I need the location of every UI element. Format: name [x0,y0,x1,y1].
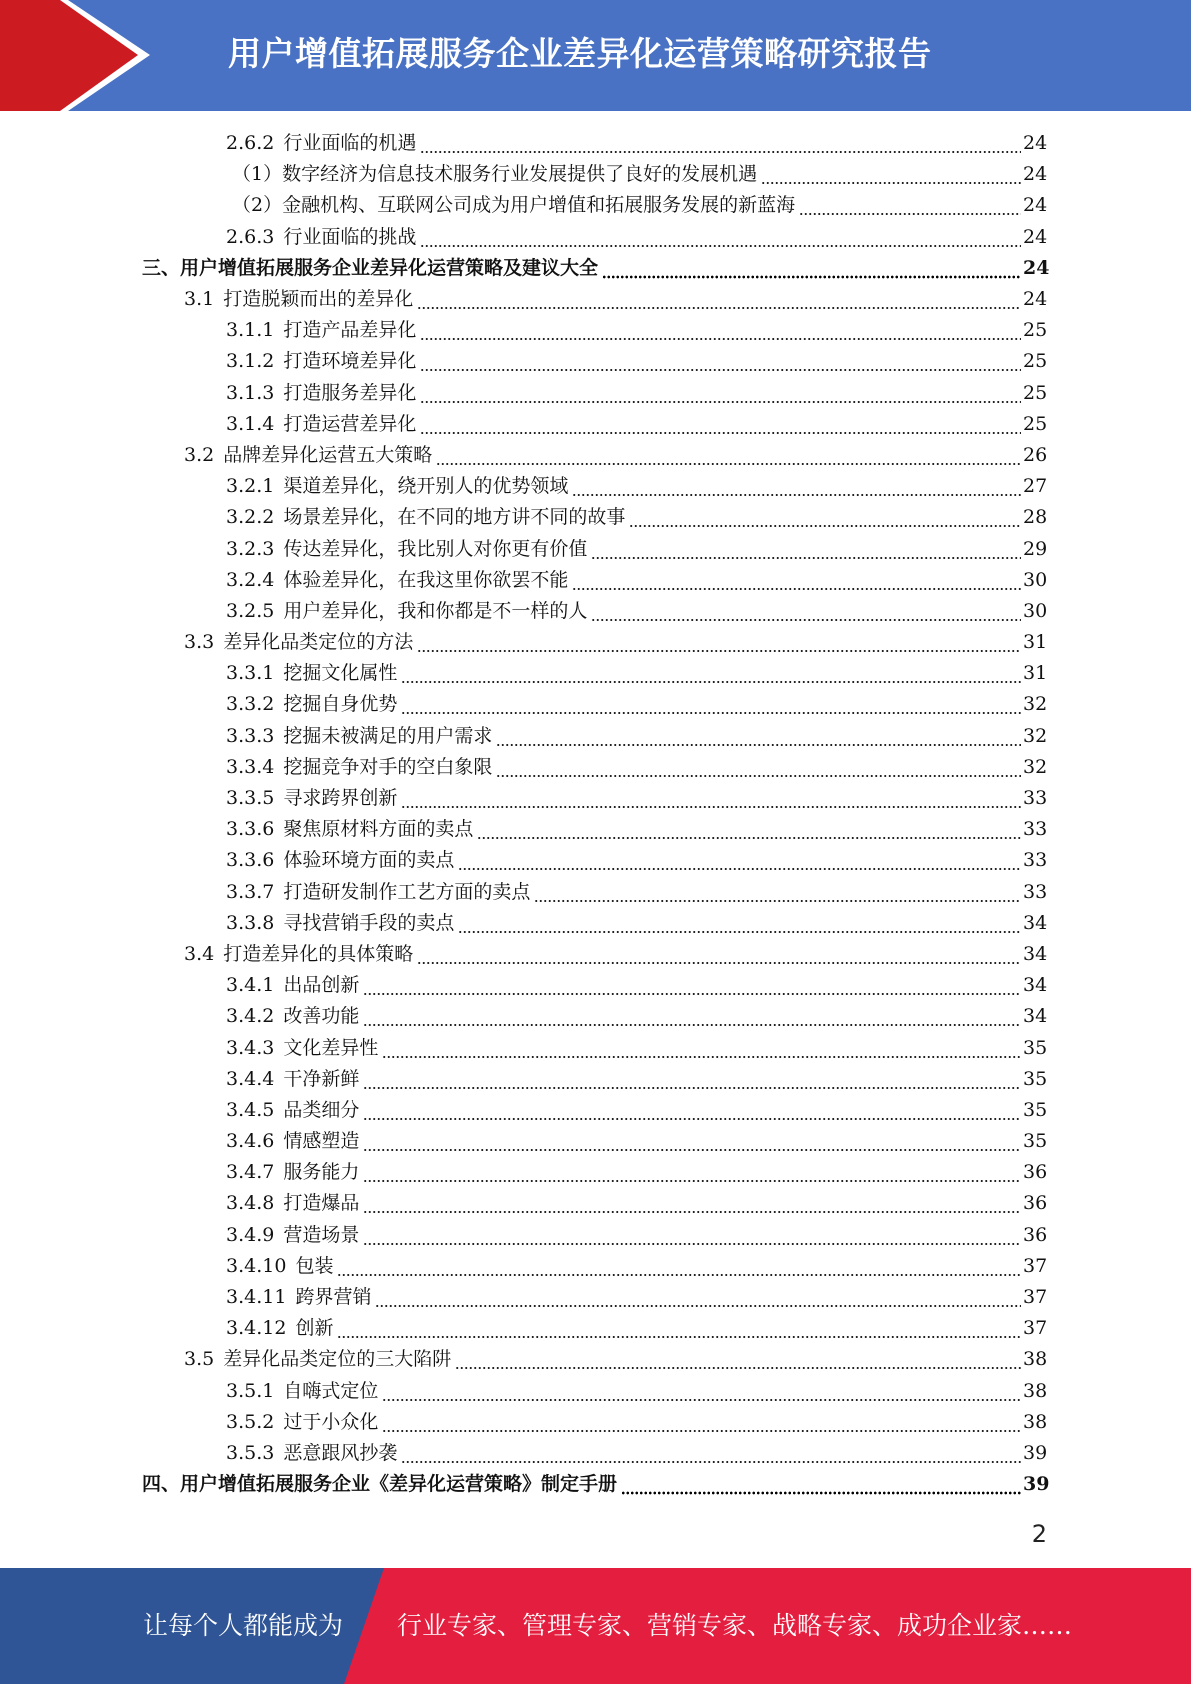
toc-entry-number: 3.1.3 [226,381,275,404]
toc-dot-leader [455,1344,1021,1375]
toc-entry-page: 29 [1023,537,1048,560]
toc-dot-leader [363,1220,1021,1251]
toc-entry-number: 3.4.5 [226,1098,275,1121]
toc-entry-title: 打造爆品 [283,1192,360,1215]
toc-subsection-entry[interactable] [0,1376,1191,1407]
toc-entry-heading [226,689,397,720]
toc-dot-leader [417,627,1021,658]
toc-entry-number: 2.6.3 [226,225,275,248]
toc-entry-heading [226,877,530,908]
toc-entry-number: 3.4.1 [226,974,275,997]
toc-dot-leader [375,1282,1021,1313]
toc-entry-number: 3.4.3 [226,1036,275,1059]
page-number: 2 [1031,1520,1047,1548]
toc-entry-title: 体验环境方面的卖点 [283,849,455,872]
toc-entry-heading [226,378,416,409]
toc-entry-heading [226,502,625,533]
toc-subsection-entry[interactable] [0,596,1191,627]
toc-dot-leader [496,721,1021,752]
toc-entry-heading [226,1407,378,1438]
toc-entry-number: 3.4.12 [226,1317,287,1340]
toc-entry-page: 32 [1023,755,1048,778]
toc-dot-leader [401,689,1021,720]
toc-entry-number: 3.3.7 [226,880,275,903]
toc-entry-number: 3.1.1 [226,319,275,342]
toc-subsection-entry[interactable] [0,222,1191,253]
toc-entry-title: 聚焦原材料方面的卖点 [283,818,474,841]
toc-entry-heading [226,1282,371,1313]
toc-dot-leader [401,783,1021,814]
toc-entry-heading [226,1220,359,1251]
toc-subsection-entry[interactable] [0,1438,1191,1469]
toc-dot-leader [363,1095,1021,1126]
toc-entry-title: 情感塑造 [283,1130,360,1153]
toc-entry-title: 差异化品类定位的三大陷阱 [223,1348,452,1371]
toc-subsection-entry[interactable] [0,502,1191,533]
toc-entry-number: 3.4.7 [226,1161,275,1184]
toc-entry-page: 37 [1023,1286,1048,1309]
toc-dot-leader [436,440,1021,471]
toc-entry-heading [226,346,416,377]
toc-entry-page: 34 [1023,942,1048,965]
toc-entry-page: 34 [1023,974,1048,997]
toc-subsection-entry[interactable] [0,1282,1191,1313]
toc-entry-number: 3.1.2 [226,350,275,373]
toc-entry-title: 打造服务差异化 [283,381,417,404]
toc-entry-heading [226,128,416,159]
toc-entry-page: 27 [1023,475,1048,498]
toc-subsection-entry[interactable] [0,533,1191,564]
toc-dot-leader [420,378,1021,409]
toc-entry-number: 3.3.4 [226,755,275,778]
toc-subsection-entry[interactable] [0,970,1191,1001]
toc-entry-title: 寻求跨界创新 [283,787,398,810]
toc-entry-page: 38 [1023,1379,1048,1402]
red-chevron-decoration [0,0,150,111]
toc-entry-number: 3.1.4 [226,412,275,435]
header-banner [0,0,1191,111]
toc-subsection-entry[interactable] [0,814,1191,845]
toc-subsection-entry[interactable] [0,845,1191,876]
toc-entry-heading [226,315,416,346]
toc-entry-number: 3.4.8 [226,1192,275,1215]
toc-entry-page: 34 [1023,1005,1048,1028]
toc-subsection-entry[interactable] [0,1032,1191,1063]
toc-dot-leader [337,1251,1021,1282]
toc-section-entry[interactable] [0,627,1191,658]
toc-dot-leader [799,190,1021,221]
toc-entry-number: 3.4 [184,942,215,965]
toc-entry-number: 3.4.11 [226,1286,287,1309]
toc-entry-number: 3.3.5 [226,787,275,810]
toc-entry-title: 行业面临的机遇 [283,132,417,155]
toc-entry-page: 32 [1023,724,1048,747]
toc-entry-heading [226,1095,359,1126]
toc-dot-leader [420,409,1021,440]
toc-dot-leader [591,534,1021,565]
toc-dot-leader [572,471,1021,502]
toc-entry-page: 33 [1023,818,1048,841]
toc-entry-title: 打造脱颖而出的差异化 [223,288,414,311]
toc-subsection-entry[interactable] [0,1001,1191,1032]
toc-entry-title: （2）金融机构、互联网公司成为用户增值和拓展服务发展的新蓝海 [232,194,796,217]
toc-entry-title: 挖掘未被满足的用户需求 [283,724,493,747]
toc-entry-number: 3.5.1 [226,1379,275,1402]
toc-entry-number: 3.3.2 [226,693,275,716]
toc-dot-leader [629,502,1021,533]
toc-entry-number: 3.2.3 [226,537,275,560]
toc-entry-heading [226,1064,359,1095]
toc-entry-heading [226,970,359,1001]
toc-entry-page: 33 [1023,880,1048,903]
toc-entry-page: 24 [1023,256,1050,279]
toc-dot-leader [401,1438,1021,1469]
toc-entry-title: 过于小众化 [283,1410,379,1433]
toc-entry-page: 37 [1023,1254,1048,1277]
toc-chapter-entry[interactable] [0,1469,1191,1500]
toc-dot-leader [417,284,1021,315]
toc-entry-number: 3.4.9 [226,1223,275,1246]
toc-entry-heading [226,409,416,440]
toc-entry-title: 传达差异化，我比别人对你更有价值 [283,537,588,560]
toc-entry-page: 32 [1023,693,1048,716]
toc-entry-page: 24 [1023,288,1048,311]
toc-entry-number: 3.2.4 [226,568,275,591]
toc-entry-number: 3.4.6 [226,1130,275,1153]
toc-dot-leader [477,814,1021,845]
toc-subsection-entry[interactable] [0,1251,1191,1282]
toc-subsection-entry[interactable] [0,378,1191,409]
toc-subsection-entry[interactable] [0,128,1191,159]
toc-entry-page: 34 [1023,911,1048,934]
toc-entry-title: 用户差异化，我和你都是不一样的人 [283,599,588,622]
toc-dot-leader [761,159,1021,190]
toc-entry-page: 37 [1023,1317,1048,1340]
toc-entry-heading [184,284,413,315]
toc-entry-page: 38 [1023,1410,1048,1433]
toc-entry-heading [226,783,397,814]
toc-entry-page: 38 [1023,1348,1048,1371]
toc-entry-number: 3.4.4 [226,1067,275,1090]
toc-chapter-entry[interactable] [0,253,1191,284]
footer-banner [0,1568,1191,1684]
toc-entry-heading [226,1157,359,1188]
toc-entry-heading [226,471,568,502]
toc-entry-title: 跨界营销 [295,1286,372,1309]
toc-entry-heading [226,1001,359,1032]
footer-slogan-left: 让每个人都能成为 [143,1611,344,1640]
toc-entry-title: 服务能力 [283,1161,360,1184]
toc-entry-heading [226,565,568,596]
toc-entry-heading [226,222,416,253]
toc-entry-number: 3.3.1 [226,662,275,685]
toc-entry-heading [226,1251,333,1282]
table-of-contents [0,128,1191,1500]
toc-entry-title: 改善功能 [283,1005,360,1028]
toc-entry-page: 35 [1023,1067,1048,1090]
toc-entry-title: 品牌差异化运营五大策略 [223,443,433,466]
toc-entry-page: 24 [1023,194,1048,217]
toc-subsection-entry[interactable] [0,315,1191,346]
toc-dot-leader [363,1064,1021,1095]
toc-entry-number: 3.5 [184,1348,215,1371]
toc-dot-leader [420,222,1021,253]
toc-entry-heading [226,1033,378,1064]
toc-entry-page: 33 [1023,787,1048,810]
toc-subsection-entry[interactable] [0,471,1191,502]
toc-entry-heading [184,1344,451,1375]
toc-subsection-entry[interactable] [0,658,1191,689]
toc-dot-leader [382,1407,1021,1438]
toc-entry-heading [226,1188,359,1219]
toc-dot-leader [621,1469,1021,1500]
toc-dot-leader [420,346,1021,377]
toc-subsection-entry[interactable] [0,1064,1191,1095]
toc-dot-leader [363,1188,1021,1219]
toc-dot-leader [363,1126,1021,1157]
toc-subsection-entry[interactable] [0,877,1191,908]
toc-entry-title: 场景差异化，在不同的地方讲不同的故事 [283,506,626,529]
toc-entry-heading [184,440,432,471]
toc-entry-page: 35 [1023,1098,1048,1121]
toc-entry-heading [226,1126,359,1157]
toc-entry-title: 打造研发制作工艺方面的卖点 [283,880,531,903]
toc-dot-leader [337,1313,1021,1344]
toc-entry-number: 3.5.3 [226,1441,275,1464]
toc-entry-title: 恶意跟风抄袭 [283,1441,398,1464]
toc-entry-page: 39 [1023,1441,1048,1464]
toc-entry-title: 渠道差异化，绕开别人的优势领域 [283,475,569,498]
toc-entry-number: 3.4.10 [226,1254,287,1277]
toc-entry-title: 行业面临的挑战 [283,225,417,248]
toc-entry-title: 打造差异化的具体策略 [223,942,414,965]
toc-entry-page: 25 [1023,350,1048,373]
toc-entry-heading [226,721,492,752]
toc-entry-page: 25 [1023,412,1048,435]
toc-subsection-entry[interactable] [0,190,1191,221]
toc-entry-heading [226,1376,378,1407]
toc-section-entry[interactable] [0,1344,1191,1375]
toc-entry-title: 文化差异性 [283,1036,379,1059]
toc-entry-page: 28 [1023,506,1048,529]
toc-subsection-entry[interactable] [0,409,1191,440]
toc-entry-heading [226,1438,397,1469]
toc-entry-page: 25 [1023,319,1048,342]
toc-entry-title: 营造场景 [283,1223,360,1246]
toc-entry-number: 3.3.8 [226,911,275,934]
toc-subsection-entry[interactable] [0,1126,1191,1157]
toc-entry-heading [226,1313,333,1344]
toc-dot-leader [591,596,1021,627]
toc-entry-number: 3.2.1 [226,475,275,498]
toc-entry-page: 36 [1023,1223,1048,1246]
toc-entry-page: 30 [1023,568,1048,591]
toc-subsection-entry[interactable] [0,159,1191,190]
toc-entry-number: 3.2.2 [226,506,275,529]
toc-subsection-entry[interactable] [0,783,1191,814]
toc-entry-title: 差异化品类定位的方法 [223,631,414,654]
toc-subsection-entry[interactable] [0,1095,1191,1126]
toc-entry-page: 24 [1023,225,1048,248]
toc-dot-leader [363,1157,1021,1188]
toc-section-entry[interactable] [0,939,1191,970]
toc-entry-number: 3.2.5 [226,599,275,622]
toc-dot-leader [572,565,1021,596]
toc-dot-leader [458,845,1021,876]
toc-entry-heading [232,190,795,221]
toc-entry-heading [226,908,454,939]
toc-entry-title: 体验差异化，在我这里你欲罢不能 [283,568,569,591]
toc-entry-title: 挖掘竞争对手的空白象限 [283,755,493,778]
toc-entry-number: 2.6.2 [226,132,275,155]
toc-section-entry[interactable] [0,284,1191,315]
toc-dot-leader [496,752,1021,783]
toc-entry-page: 39 [1023,1473,1050,1496]
toc-entry-title: 挖掘文化属性 [283,662,398,685]
toc-entry-heading [226,534,587,565]
toc-entry-title: 三、用户增值拓展服务企业差异化运营策略及建议大全 [142,256,599,279]
toc-entry-heading [142,253,598,284]
toc-entry-heading [226,845,454,876]
toc-entry-title: 打造环境差异化 [283,350,417,373]
toc-dot-leader [534,877,1021,908]
toc-dot-leader [417,939,1021,970]
toc-entry-page: 35 [1023,1036,1048,1059]
toc-entry-page: 33 [1023,849,1048,872]
toc-entry-title: 挖掘自身优势 [283,693,398,716]
toc-entry-number: 3.3.6 [226,818,275,841]
toc-subsection-entry[interactable] [0,1220,1191,1251]
toc-dot-leader [602,253,1021,284]
toc-entry-number: 3.3.3 [226,724,275,747]
toc-entry-title: 打造运营差异化 [283,412,417,435]
toc-entry-title: 包装 [295,1254,334,1277]
footer-slogan-right: 行业专家、管理专家、营销专家、战略专家、成功企业家…… [397,1611,1073,1640]
toc-dot-leader [382,1376,1021,1407]
toc-entry-heading [184,939,413,970]
toc-entry-number: 3.3 [184,631,215,654]
toc-entry-title: 打造产品差异化 [283,319,417,342]
toc-entry-heading [226,752,492,783]
toc-section-entry[interactable] [0,440,1191,471]
toc-entry-title: 品类细分 [283,1098,360,1121]
toc-subsection-entry[interactable] [0,689,1191,720]
toc-dot-leader [363,1001,1021,1032]
toc-entry-number: 3.1 [184,288,215,311]
toc-subsection-entry[interactable] [0,721,1191,752]
toc-entry-page: 35 [1023,1130,1048,1153]
toc-entry-number: 3.5.2 [226,1410,275,1433]
toc-entry-page: 25 [1023,381,1048,404]
toc-entry-heading [232,159,757,190]
toc-entry-page: 31 [1023,662,1048,685]
toc-dot-leader [363,970,1021,1001]
toc-entry-heading [184,627,413,658]
toc-entry-title: 干净新鲜 [283,1067,360,1090]
toc-entry-page: 36 [1023,1192,1048,1215]
toc-subsection-entry[interactable] [0,1188,1191,1219]
toc-entry-number: 3.4.2 [226,1005,275,1028]
toc-entry-page: 24 [1023,163,1048,186]
toc-entry-number: 3.3.6 [226,849,275,872]
toc-subsection-entry[interactable] [0,1407,1191,1438]
toc-entry-title: （1）数字经济为信息技术服务行业发展提供了良好的发展机遇 [232,163,758,186]
toc-entry-page: 30 [1023,599,1048,622]
toc-subsection-entry[interactable] [0,908,1191,939]
toc-entry-page: 36 [1023,1161,1048,1184]
toc-entry-title: 寻找营销手段的卖点 [283,911,455,934]
toc-dot-leader [420,315,1021,346]
toc-entry-heading [142,1469,617,1500]
toc-dot-leader [401,658,1021,689]
toc-entry-number: 3.2 [184,443,215,466]
toc-entry-title: 创新 [295,1317,334,1340]
toc-entry-heading [226,814,473,845]
toc-subsection-entry[interactable] [0,1313,1191,1344]
toc-entry-page: 26 [1023,443,1048,466]
toc-subsection-entry[interactable] [0,565,1191,596]
toc-entry-title: 四、用户增值拓展服务企业《差异化运营策略》制定手册 [142,1473,618,1496]
toc-entry-heading [226,596,587,627]
toc-entry-page: 31 [1023,631,1048,654]
toc-subsection-entry[interactable] [0,1157,1191,1188]
toc-dot-leader [420,128,1021,159]
toc-subsection-entry[interactable] [0,346,1191,377]
toc-entry-title: 自嗨式定位 [283,1379,379,1402]
toc-dot-leader [458,908,1021,939]
toc-subsection-entry[interactable] [0,752,1191,783]
toc-dot-leader [382,1033,1021,1064]
toc-entry-heading [226,658,397,689]
toc-entry-title: 出品创新 [283,974,360,997]
toc-entry-page: 24 [1023,132,1048,155]
report-title: 用户增值拓展服务企业差异化运营策略研究报告 [228,34,932,73]
